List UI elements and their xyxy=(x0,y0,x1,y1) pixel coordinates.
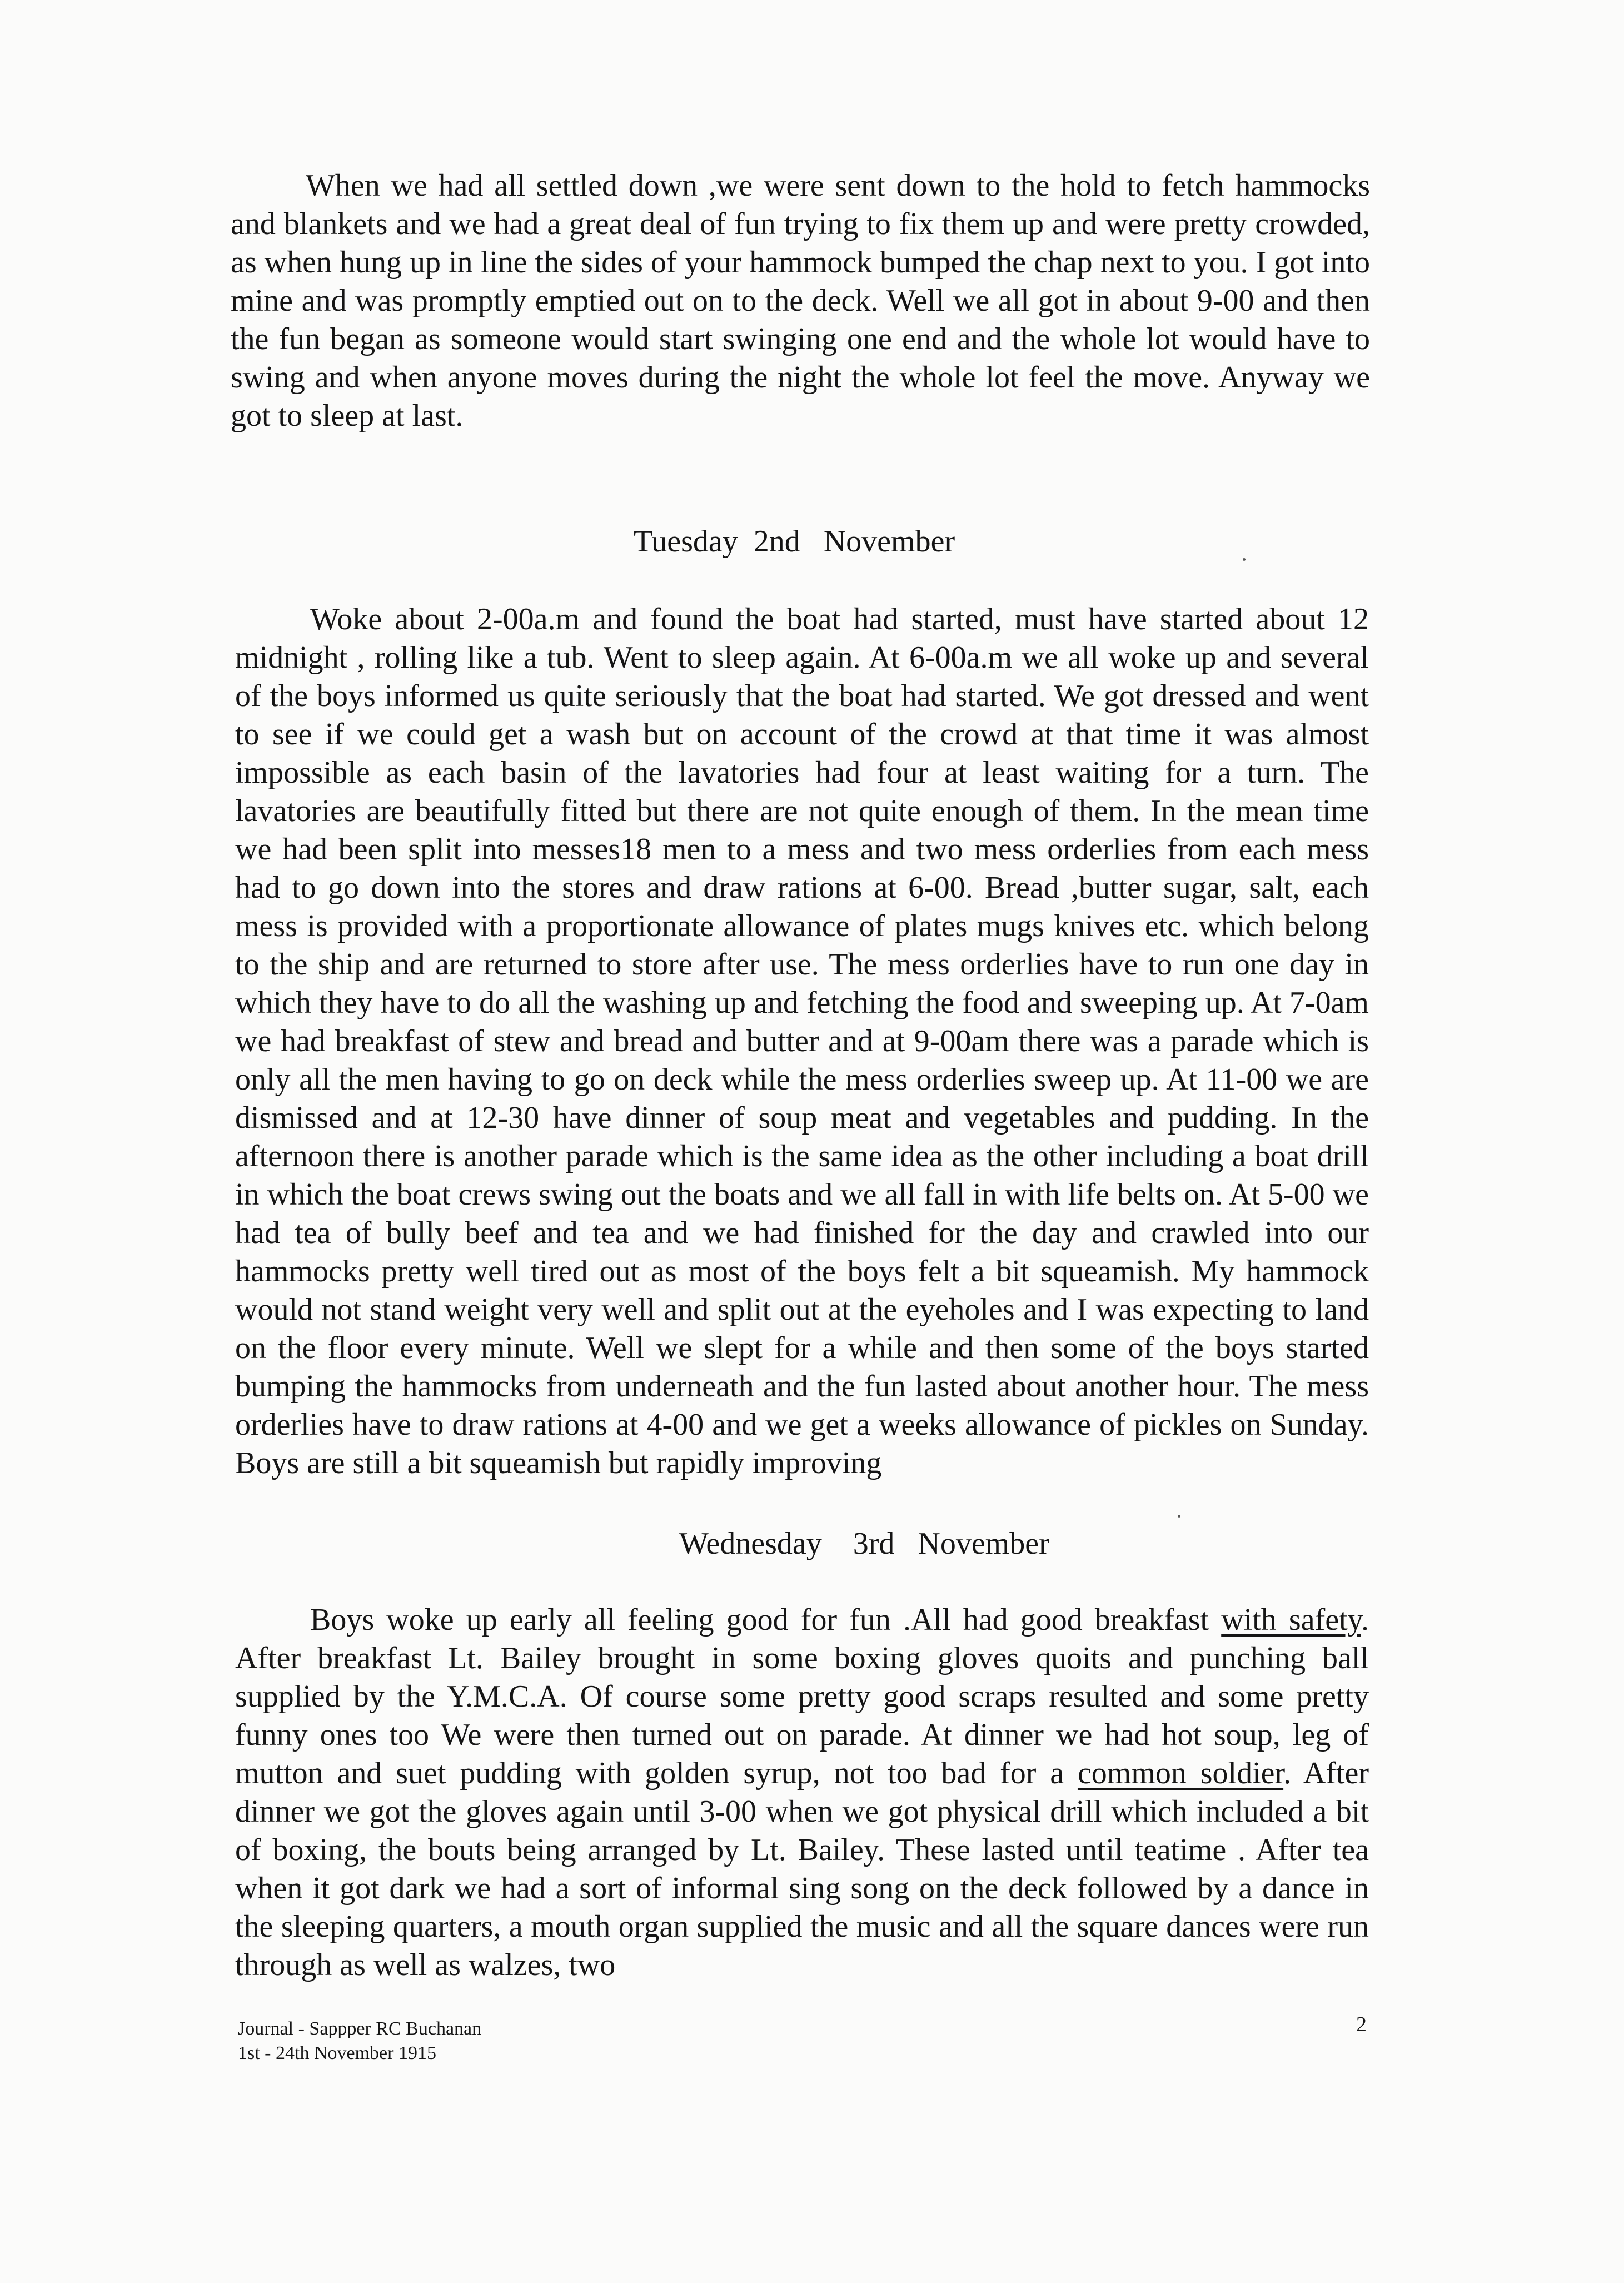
page-number: 2 xyxy=(1356,2013,1367,2036)
scan-speck xyxy=(1178,1515,1180,1518)
scan-speck xyxy=(1243,558,1246,561)
date-heading-wednesday: Wednesday 3rd November xyxy=(679,1526,1049,1561)
journal-footer xyxy=(238,2017,481,2066)
footer-title: Journal - Sappper RC Buchanan xyxy=(238,2018,482,2039)
paragraph-wednesday-entry xyxy=(235,1601,1369,1984)
underlined-common-soldier: common soldier xyxy=(1077,1756,1284,1790)
footer-dates: 1st - 24th November 1915 xyxy=(238,2043,436,2063)
paragraph-tuesday-entry: Woke about 2-00a.m and found the boat had started, must have started about 12 midnight , rolling like a tub. Went to sleep again. At 6-00a.m we all woke up and several of the boys informed us quite seriously that the boat had started. We got dressed and went to see if we could get a wash but on account of the crowd at that time it was almost impossible as each basin of the lavatories had four at least waiting for a turn. The lavatories are beautifully fitted but there are not quite enough of them. In the mean time we had been split into messes18 men to a mess and two mess orderlies from each mess had to go down into the stores and draw rations at 6-00. Bread ,butter sugar, salt, each mess is provided with a proportionate allowance of plates mugs knives etc. which belong to the ship and are returned to store after use. The mess orderlies have to run one day in which they have to do all the washing up and fetching the food and sweeping up. At 7-0am we had breakfast of stew and bread and butter and at 9-00am there was a parade which is only all the men having to go on deck while the mess orderlies sweep up. At 11-00 we are dismissed and at 12-30 have dinner of soup meat and vegetables and pudding. In the afternoon there is another parade which is the same idea as the other including a boat drill in which the boat crews swing out the boats and we all fall in with life belts on. At 5-00 we had tea of bully beef and tea and we had finished for the day and crawled into our hammocks pretty well tired out as most of the boys felt a bit squeamish. My hammock would not stand weight very well and split out at the eyeholes and I was expecting to land on the floor every minute. Well we slept for a while and then some of the boys started bumping the hammocks from underneath and the fun lasted about another hour. The mess orderlies have to draw rations at 4-00 and we get a weeks allowance of pickles on Sunday. Boys are still a bit squeamish but rapidly improving xyxy=(235,602,1369,1480)
wednesday-text-part-2: . After breakfast Lt. Bailey brought in some boxing gloves quoits and punching ball supplied by the Y.M.C.A. Of course some pretty good scraps resulted and some pretty funny ones too We were then turned out on parade. At dinner we had hot soup, leg of mutton and suet pudding with golden syrup, not too bad for a xyxy=(235,1603,1369,1790)
date-heading-tuesday: Tuesday 2nd November xyxy=(634,524,955,559)
wednesday-text-part-1: Boys woke up early all feeling good for fun .All had good breakfast xyxy=(310,1603,1222,1637)
underlined-with-safety: with safety xyxy=(1221,1603,1361,1637)
paragraph-settling-down: When we had all settled down ,we were sent down to the hold to fetch hammocks and blankets and we had a great deal of fun trying to fix them up and were pretty crowded, as when hung up in line the sides of your hammock bumped the chap next to you. I got into mine and was promptly emptied out on to the deck. Well we all got in about 9-00 and then the fun began as someone would start swinging one end and the whole lot would have to swing and when anyone moves during the night the whole lot feel the move. Anyway we got to sleep at last. xyxy=(231,168,1370,433)
wednesday-text-part-3: . After dinner we got the gloves again until 3-00 when we got physical drill which included a bit of boxing, the bouts being arranged by Lt. Bailey. These lasted until teatime . After tea when it got dark we had a sort of informal sing song on the deck followed by a dance in the sleeping quarters, a mouth organ supplied the music and all the square dances were run through as well as walzes, two xyxy=(235,1756,1369,1982)
